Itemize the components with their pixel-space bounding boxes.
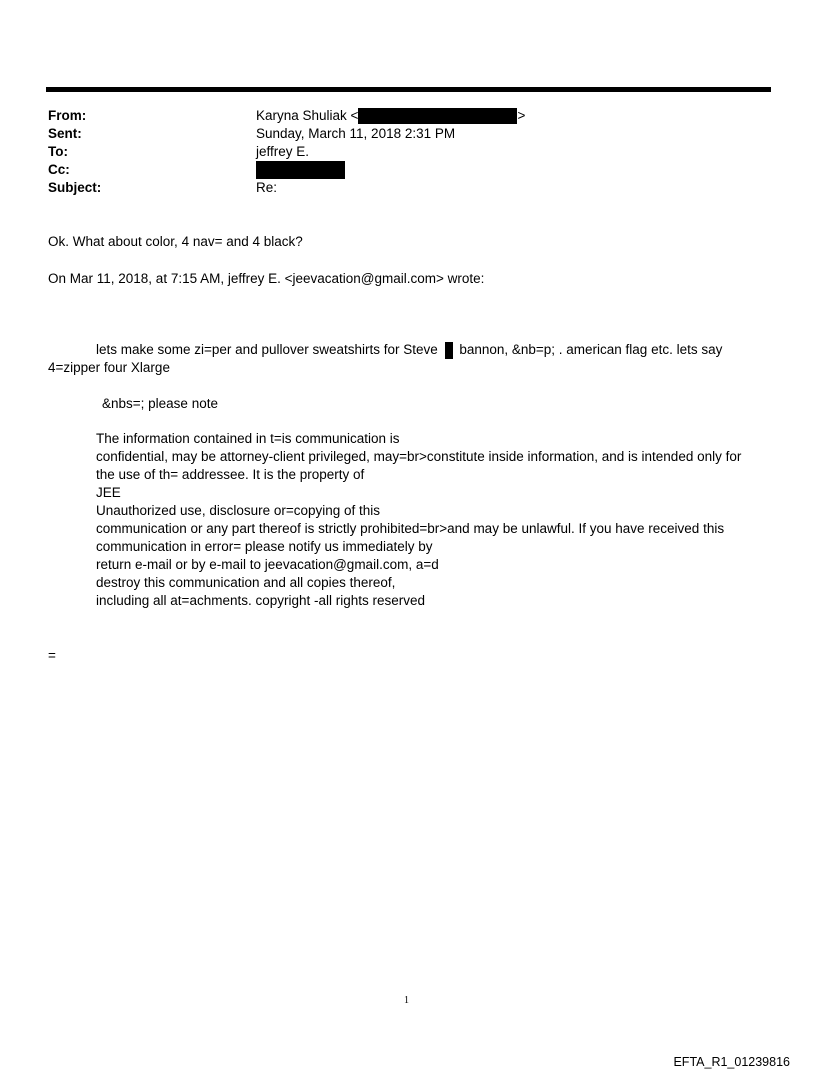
redaction-box	[256, 161, 345, 179]
cc-label: Cc:	[48, 162, 70, 177]
message-line-2: 4=zipper four Xlarge	[48, 360, 170, 375]
disclaimer-line: the use of th= addressee. It is the property of	[96, 467, 365, 482]
to-label: To:	[48, 144, 68, 159]
subject-label: Subject:	[48, 180, 102, 195]
disclaimer-line: The information contained in t=is communication is	[96, 431, 400, 446]
nbs-line: &nbs=; please note	[102, 396, 218, 411]
disclaimer-line: JEE	[96, 485, 121, 500]
subject-value: Re:	[256, 180, 278, 195]
disclaimer	[96, 430, 776, 610]
redaction-box	[445, 342, 453, 359]
reply-text: Ok. What about color, 4 nav= and 4 black?	[48, 234, 303, 249]
cc-value	[256, 161, 345, 179]
quote-intro: On Mar 11, 2018, at 7:15 AM, jeffrey E. <jeevacation@gmail.com> wrote:	[48, 271, 485, 286]
redaction-box	[358, 108, 517, 124]
to-value: jeffrey E.	[256, 144, 310, 159]
from-value	[256, 107, 525, 125]
disclaimer-line: destroy this communication and all copies thereof,	[96, 575, 396, 590]
disclaimer-line: including all at=achments. copyright -all rights reserved	[96, 593, 426, 608]
header-rule	[46, 87, 771, 92]
trailing-char: =	[48, 648, 56, 663]
disclaimer-line: Unauthorized use, disclosure or=copying of this	[96, 503, 381, 518]
from-name: Karyna Shuliak <	[256, 108, 359, 123]
from-close: >	[517, 108, 526, 123]
sent-value: Sunday, March 11, 2018 2:31 PM	[256, 126, 456, 141]
disclaimer-line: confidential, may be attorney-client privileged, may=br>constitute inside information, and is intended only for	[96, 449, 742, 464]
document-id: EFTA_R1_01239816	[673, 1055, 790, 1069]
message-part-1: lets make some zi=per and pullover sweatshirts for Steve	[96, 342, 438, 357]
disclaimer-line: communication or any part thereof is strictly prohibited=br>and may be unlawful. If you have received this	[96, 521, 725, 536]
disclaimer-line: return e-mail or by e-mail to jeevacation@gmail.com, a=d	[96, 557, 439, 572]
sent-label: Sent:	[48, 126, 82, 141]
message-line-1	[96, 341, 722, 359]
message-part-2: bannon, &nb=p; . american flag etc. lets say	[459, 342, 723, 357]
page-number: 1	[404, 995, 409, 1006]
from-label: From:	[48, 108, 87, 123]
disclaimer-line: communication in error= please notify us immediately by	[96, 539, 433, 554]
